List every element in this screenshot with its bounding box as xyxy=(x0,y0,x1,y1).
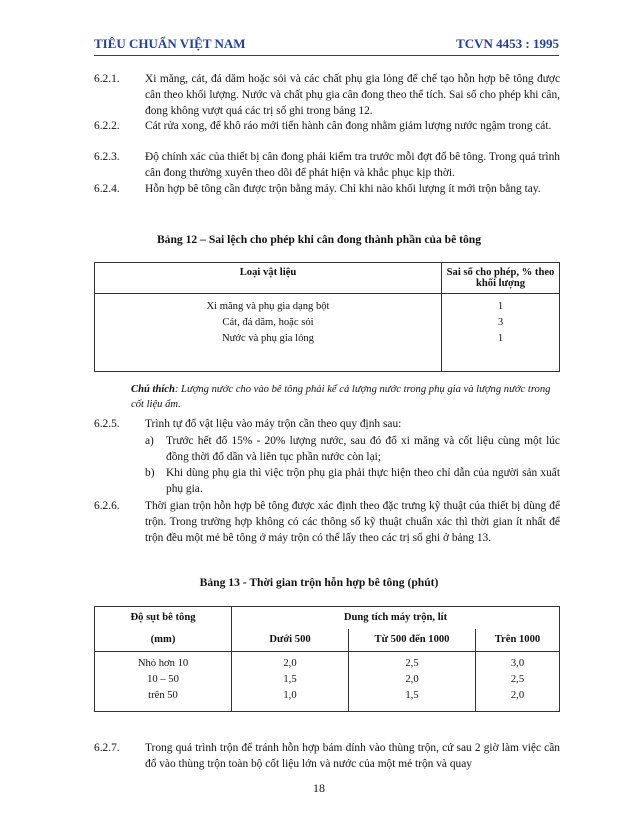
header-standard-code: TCVN 4453 : 1995 xyxy=(456,36,559,51)
table-13-500-1000-cell xyxy=(349,652,476,712)
paragraph-number: 6.2.3. xyxy=(94,151,120,163)
tolerance-value: 1 xyxy=(497,301,504,312)
table-12 xyxy=(94,262,560,372)
slump-value: Nhỏ hơn 10 xyxy=(137,658,189,669)
table-13-col-500-1000: Từ 500 đến 1000 xyxy=(349,629,476,652)
table-12-header-material: Loại vật liệu xyxy=(95,263,442,294)
paragraph-6-2-3 xyxy=(94,149,560,181)
paragraph-number: 6.2.6. xyxy=(94,500,120,512)
tolerance-value: 1 xyxy=(497,333,504,344)
table-13-slump-unit: (mm) xyxy=(95,629,232,652)
paragraph-6-2-2 xyxy=(94,118,560,134)
paragraph-6-2-4 xyxy=(94,181,560,197)
mixing-time: 2,0 xyxy=(405,674,419,685)
table-13-over-1000-cell xyxy=(476,652,560,712)
table-12-header-tolerance: Sai số cho phép, % theo khối lượng xyxy=(442,263,560,294)
page-number: 18 xyxy=(313,781,325,795)
list-item-text: Khi dùng phụ gia thì việc trộn phụ gia phải thực hiện theo chỉ dẫn của người sản xuất phụ gia. xyxy=(166,467,560,495)
paragraph-text: Trình tự đổ vật liệu vào máy trộn cần theo quy định sau: xyxy=(145,418,402,430)
paragraph-6-2-6 xyxy=(94,498,560,546)
paragraph-6-2-1 xyxy=(94,71,560,119)
paragraph-text: Cát rửa xong, để khô ráo mới tiến hành cân đong nhằm giảm lượng nước ngậm trong cát. xyxy=(145,120,552,132)
table-13-slump-header: Độ sụt bê tông xyxy=(95,607,232,630)
table-13-under-500-cell xyxy=(232,652,349,712)
paragraph-number: 6.2.2. xyxy=(94,120,120,132)
table-13-col-under-500: Dưới 500 xyxy=(232,629,349,652)
material-item: Cát, đá dăm, hoặc sỏi xyxy=(222,317,314,328)
paragraph-6-2-7 xyxy=(94,740,560,772)
material-item: Xi măng và phụ gia dạng bột xyxy=(206,301,330,312)
paragraph-number: 6.2.4. xyxy=(94,183,120,195)
material-item: Nước và phụ gia lỏng xyxy=(222,333,314,344)
list-item-text: Trước hết đổ 15% - 20% lượng nước, sau đó đổ xi măng và cốt liệu cùng một lúc đồng thời đổ dần và liên tục phần nước còn lại; xyxy=(166,435,560,463)
mixing-time: 2,0 xyxy=(283,658,297,669)
paragraph-text: Trong quá trình trộn để tránh hỗn hợp bám dính vào thùng trộn, cứ sau 2 giờ làm việc cần đổ vào thùng trộn toàn bộ cốt liệu lớn và nước của một mẻ trộn và quay xyxy=(145,742,560,770)
mixing-time: 2,5 xyxy=(405,658,419,669)
table-13-col-over-1000: Trên 1000 xyxy=(476,629,560,652)
paragraph-number: 6.2.7. xyxy=(94,742,120,754)
mixing-time: 1,0 xyxy=(283,690,297,701)
page-header xyxy=(94,36,559,56)
table-13-capacity-header: Dung tích máy trộn, lít xyxy=(232,607,560,630)
table-13-slump-cell xyxy=(95,652,232,712)
paragraph-text: Hỗn hợp bê tông cần được trộn bằng máy. Chỉ khi nào khối lượng ít mới trộn bằng tay. xyxy=(145,183,541,195)
slump-value: trên 50 xyxy=(148,690,178,701)
slump-value: 10 – 50 xyxy=(147,674,179,685)
header-rule xyxy=(94,55,559,56)
table-12-materials-cell xyxy=(95,294,442,372)
paragraph-text: Độ chính xác của thiết bị cân đong phải kiểm tra trước mỗi đợt đổ bê tông. Trong quá trình cân đong thường xuyên theo dõi để phát hiện và khắc phục kịp thời. xyxy=(145,151,560,179)
note-text: : Lượng nước cho vào bê tông phải kể cả lượng nước trong phụ gia và lượng nước trong cốt liệu ẩm. xyxy=(131,384,551,410)
table-12-values-cell xyxy=(442,294,560,372)
paragraph-number: 6.2.5. xyxy=(94,418,120,430)
table-13 xyxy=(94,606,560,712)
table-12-caption: Bảng 12 – Sai lệch cho phép khi cân đong thành phần của bê tông xyxy=(156,233,482,246)
tolerance-value: 3 xyxy=(497,317,504,328)
list-item-label: a) xyxy=(145,435,154,447)
mixing-time: 1,5 xyxy=(283,674,297,685)
mixing-time: 2,5 xyxy=(510,674,525,685)
table-13-caption: Bảng 13 - Thời gian trộn hỗn hợp bê tông (phút) xyxy=(199,576,439,589)
paragraph-text: Thời gian trộn hỗn hợp bê tông được xác định theo đặc trưng kỹ thuật của thiết bị dùng để trộn. Trong trường hợp không có các thông số kỹ thuật chuẩn xác thì thời gian ít nhất để trộn đều một mẻ bê tông ở máy trộn có thể lấy theo các trị số ghi ở bảng 13. xyxy=(145,500,560,544)
mixing-time: 1,5 xyxy=(405,690,419,701)
list-item-label: b) xyxy=(145,467,155,479)
paragraph-6-2-5 xyxy=(94,416,560,432)
note-label: Chú thích xyxy=(131,384,175,395)
paragraph-text: Xi măng, cát, đá dăm hoặc sỏi và các chất phụ gia lỏng để chế tạo hỗn hợp bê tông được cân theo khối lượng. Nước và chất phụ gia cân đong theo thể tích. Sai số cho phép khi cân, đong không vượt quá các trị số ghi trong bảng 12. xyxy=(145,73,560,117)
list-item-a xyxy=(145,433,560,465)
mixing-time: 3,0 xyxy=(510,658,525,669)
header-standard-name: TIÊU CHUẨN VIỆT NAM xyxy=(94,36,246,51)
mixing-time: 2,0 xyxy=(510,690,525,701)
paragraph-number: 6.2.1. xyxy=(94,73,120,85)
note xyxy=(131,382,561,412)
list-item-b xyxy=(145,465,560,497)
